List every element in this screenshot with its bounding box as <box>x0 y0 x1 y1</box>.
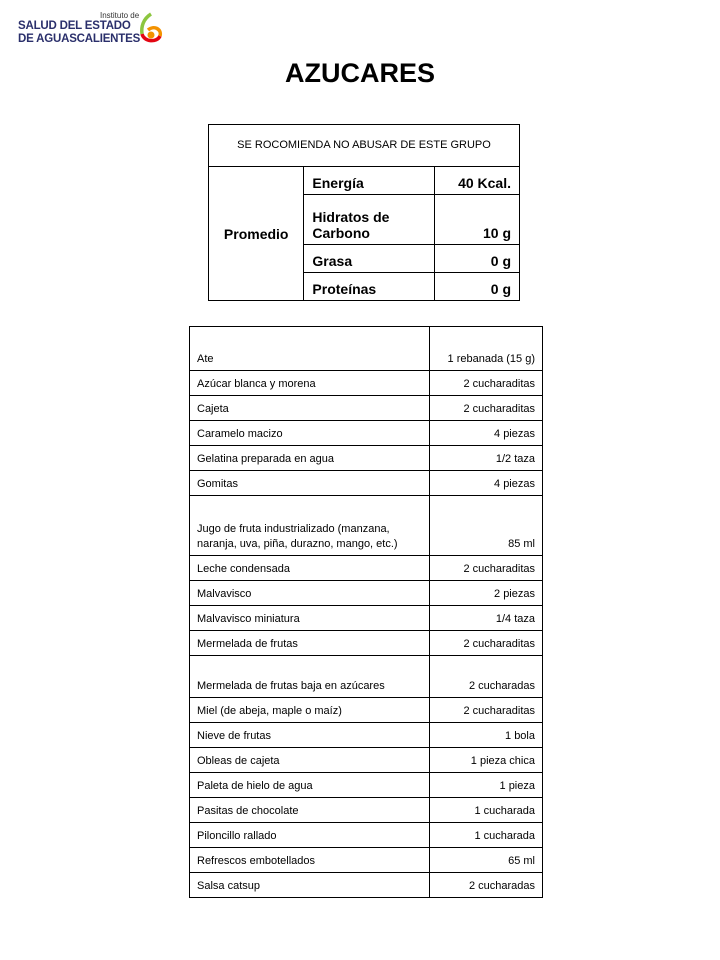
logo-emblem-icon <box>138 11 164 45</box>
food-name: Jugo de fruta industrializado (manzana, naranja, uva, piña, durazno, mango, etc.) <box>190 496 430 556</box>
average-label: Promedio <box>209 167 304 301</box>
table-row <box>190 823 543 848</box>
food-name: Refrescos embotellados <box>190 848 430 873</box>
food-name: Malvavisco <box>190 581 430 606</box>
food-portion: 4 piezas <box>430 421 543 446</box>
food-portion: 2 cucharaditas <box>430 698 543 723</box>
table-row <box>190 581 543 606</box>
table-row <box>190 327 543 371</box>
table-row <box>190 698 543 723</box>
food-name: Malvavisco miniatura <box>190 606 430 631</box>
food-name: Piloncillo rallado <box>190 823 430 848</box>
table-row <box>190 631 543 656</box>
nutrient-label: Energía <box>304 167 434 195</box>
food-portion: 1/2 taza <box>430 446 543 471</box>
food-name: Paleta de hielo de agua <box>190 773 430 798</box>
food-name: Azúcar blanca y morena <box>190 371 430 396</box>
food-portion: 4 piezas <box>430 471 543 496</box>
food-portion: 2 piezas <box>430 581 543 606</box>
foods-table <box>189 326 543 898</box>
table-row <box>190 371 543 396</box>
food-name: Mermelada de frutas <box>190 631 430 656</box>
food-portion: 2 cucharaditas <box>430 556 543 581</box>
food-portion: 1 bola <box>430 723 543 748</box>
food-portion: 65 ml <box>430 848 543 873</box>
table-row <box>190 723 543 748</box>
nutrition-note: SE ROCOMIENDA NO ABUSAR DE ESTE GRUPO <box>209 125 520 167</box>
logo-small-text: Instituto de <box>100 11 140 20</box>
food-portion: 2 cucharaditas <box>430 396 543 421</box>
nutrient-value: 10 g <box>434 195 519 245</box>
nutrient-value: 40 Kcal. <box>434 167 519 195</box>
nutrient-label: Proteínas <box>304 273 434 301</box>
food-portion: 1 cucharada <box>430 798 543 823</box>
table-row <box>190 656 543 698</box>
logo-line-2: DE AGUASCALIENTES <box>18 33 141 45</box>
institute-logo <box>14 8 166 48</box>
food-name: Obleas de cajeta <box>190 748 430 773</box>
table-row <box>190 798 543 823</box>
food-portion: 2 cucharadas <box>430 656 543 698</box>
food-name: Gomitas <box>190 471 430 496</box>
table-row <box>190 396 543 421</box>
food-portion: 85 ml <box>430 496 543 556</box>
table-row <box>190 748 543 773</box>
nutrition-table <box>208 124 520 301</box>
food-portion: 1 cucharada <box>430 823 543 848</box>
food-name: Nieve de frutas <box>190 723 430 748</box>
food-name: Leche condensada <box>190 556 430 581</box>
nutrient-label: Hidratos de Carbono <box>304 195 434 245</box>
food-name: Ate <box>190 327 430 371</box>
page-title: AZUCARES <box>284 58 435 88</box>
food-name: Pasitas de chocolate <box>190 798 430 823</box>
table-row <box>190 606 543 631</box>
table-row <box>190 556 543 581</box>
nutrient-label: Grasa <box>304 245 434 273</box>
food-portion: 2 cucharadas <box>430 873 543 898</box>
nutrient-value: 0 g <box>434 245 519 273</box>
table-row <box>190 496 543 556</box>
food-name: Salsa catsup <box>190 873 430 898</box>
table-row <box>190 773 543 798</box>
table-row <box>190 848 543 873</box>
food-portion: 1 pieza <box>430 773 543 798</box>
food-portion: 1 rebanada (15 g) <box>430 327 543 371</box>
food-portion: 2 cucharaditas <box>430 371 543 396</box>
food-name: Miel (de abeja, maple o maíz) <box>190 698 430 723</box>
table-row <box>190 446 543 471</box>
food-name: Mermelada de frutas baja en azúcares <box>190 656 430 698</box>
table-row <box>190 873 543 898</box>
food-name: Gelatina preparada en agua <box>190 446 430 471</box>
food-portion: 1/4 taza <box>430 606 543 631</box>
table-row <box>190 471 543 496</box>
food-portion: 1 pieza chica <box>430 748 543 773</box>
food-name: Caramelo macizo <box>190 421 430 446</box>
nutrient-value: 0 g <box>434 273 519 301</box>
food-portion: 2 cucharaditas <box>430 631 543 656</box>
logo-line-1: SALUD DEL ESTADO <box>18 20 131 32</box>
table-row <box>190 421 543 446</box>
food-name: Cajeta <box>190 396 430 421</box>
